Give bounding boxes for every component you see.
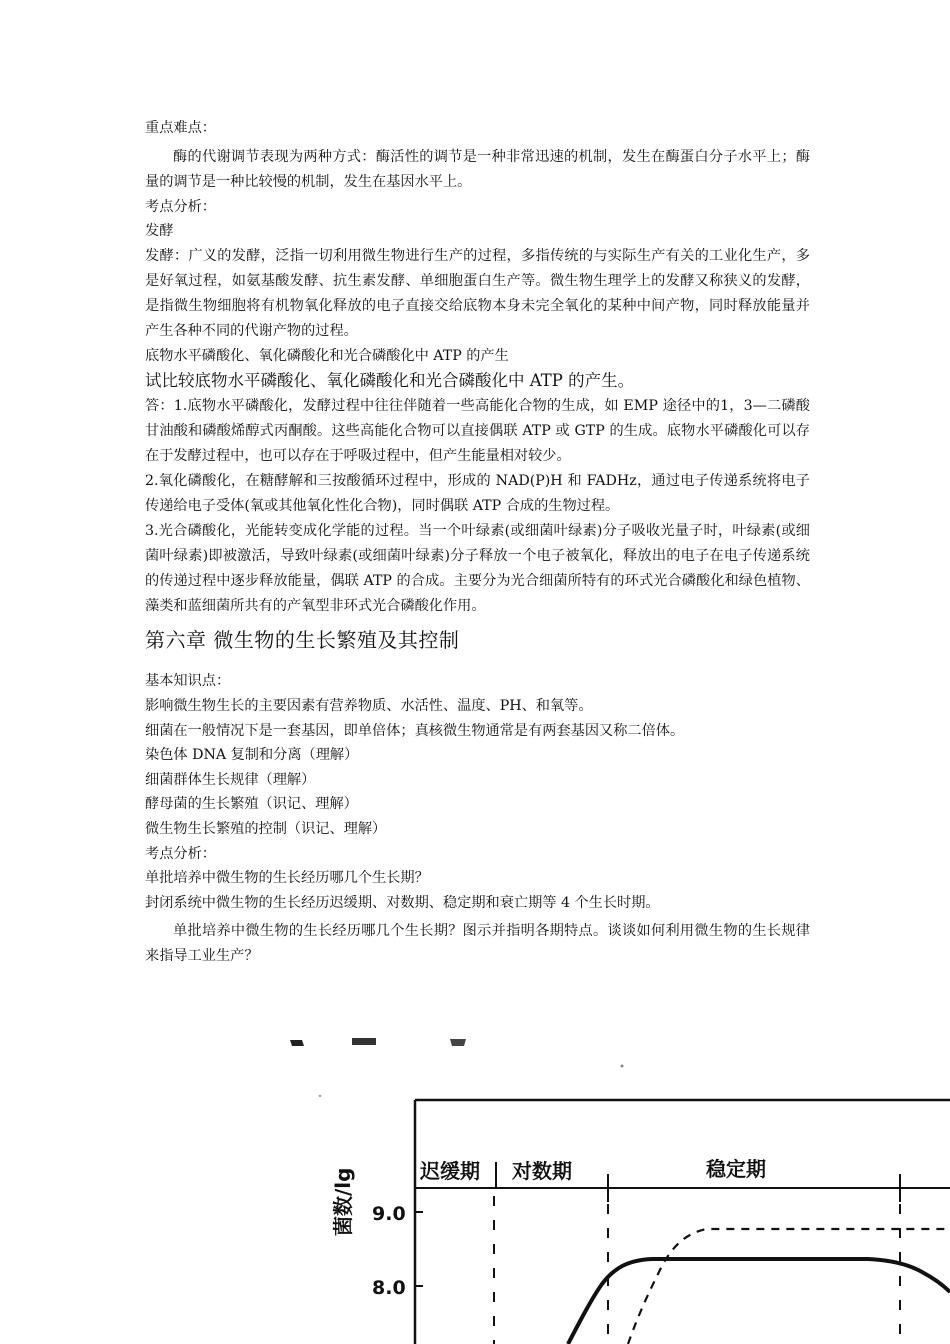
phase-lag-label: 迟缓期 [420,1159,480,1183]
growth-curve-dashed [628,1229,950,1344]
basics-heading: 基本知识点： [145,673,231,690]
scan-artifact [290,1040,304,1046]
phase-stationary-label: 稳定期 [706,1157,766,1181]
y-tick-9: 9.0 [372,1203,406,1225]
answer-photo: 3.光合磷酸化，光能转变成化学能的过程。当一个叶绿素(或细菌叶绿素)分子吸收光量子时，叶绿素(或细菌叶绿素)即被激活，导致叶绿素(或细菌叶绿素)分子释放一个电子被氧化，释放出的电子在电子传递系统的传递过程中逐步释放能量，偶联 ATP 的合成。主要分为光合细菌所特有的环式光合磷酸化和绿色植物、藻类和蓝细菌所共有的产氧型非环式光合磷酸化作用。 [145,523,810,615]
basic-point-3: 染色体 DNA 复制和分离（理解） [145,747,359,764]
basic-point-6: 微生物生长繁殖的控制（识记、理解） [145,820,387,837]
document-body [145,116,810,969]
fermentation-definition: 发酵：广义的发酵，泛指一切利用微生物进行生产的过程，多指传统的与实际生产有关的工业化生产，多是好氧过程，如氨基酸发酵、抗生素发酵、单细胞蛋白生产等。微生物生理学上的发酵又称狭义的发酵，是指微生物细胞将有机物氧化释放的电子直接交给底物本身未完全氧化的某种中间产物，同时释放能量并产生各种不同的代谢产物的过程。 [145,247,810,339]
scan-artifact [450,1039,466,1046]
scan-artifact [352,1038,376,1045]
y-axis-label: 菌数/lg [331,1167,355,1236]
chapter-title: 第六章 微生物的生长繁殖及其控制 [145,628,460,653]
enzyme-regulation-paragraph: 酶的代谢调节表现为两种方式：酶活性的调节是一种非常迅速的机制，发生在酶蛋白分子水平上；酶量的调节是一种比较慢的机制，发生在基因水平上。 [145,148,810,190]
y-tick-8: 8.0 [372,1277,406,1299]
growth-answer: 封闭系统中微生物的生长经历迟缓期、对数期、稳定期和衰亡期等 4 个生长时期。 [145,894,660,911]
analysis-heading: 考点分析： [145,198,216,215]
scan-artifact [319,1095,321,1097]
scan-artifact [621,1065,624,1068]
atp-question: 试比较底物水平磷酸化、氧化磷酸化和光合磷酸化中 ATP 的产生。 [145,371,635,391]
answer-oxidative: 2.氧化磷酸化，在糖酵解和三按酸循环过程中，形成的 NAD(P)H 和 FADHz，通过电子传递系统将电子传递给电子受体(氧或其他氧化性化合物)，同时偶联 ATP 合成的生物过程。 [145,473,810,515]
growth-question: 单批培养中微生物的生长经历哪几个生长期？ [145,870,429,887]
fermentation-term: 发酵 [145,223,174,240]
basic-point-5: 酵母菌的生长繁殖（识记、理解） [145,796,358,813]
basic-point-4: 细菌群体生长规律（理解） [145,771,316,788]
analysis-heading-2: 考点分析： [145,845,216,862]
phase-log-label: 对数期 [512,1159,572,1183]
growth-curve-figure [280,1036,950,1344]
basic-point-1: 影响微生物生长的主要因素有营养物质、水活性、温度、PH、和氧等。 [145,697,593,714]
growth-curve-solid [568,1259,950,1344]
key-points-heading: 重点难点： [145,120,216,136]
atp-topic: 底物水平磷酸化、氧化磷酸化和光合磷酸化中 ATP 的产生 [145,347,509,364]
answer-substrate-level: 答：1.底物水平磷酸化，发酵过程中往往伴随着一些高能化合物的生成，如 EMP 途径中的1，3—二磷酸甘油酸和磷酸烯醇式丙酮酸。这些高能化合物可以直接偶联 ATP 或 GTP 的生成。底物水平磷酸化可以存在于发酵过程中，也可以存在于呼吸过程中，但产生能量相对较少。 [145,398,810,465]
growth-question-long: 单批培养中微生物的生长经历哪几个生长期？图示并指明各期特点。谈谈如何利用微生物的生长规律来指导工业生产？ [145,923,810,965]
basic-point-2: 细菌在一般情况下是一套基因，即单倍体；真核微生物通常是有两套基因又称二倍体。 [145,722,685,739]
